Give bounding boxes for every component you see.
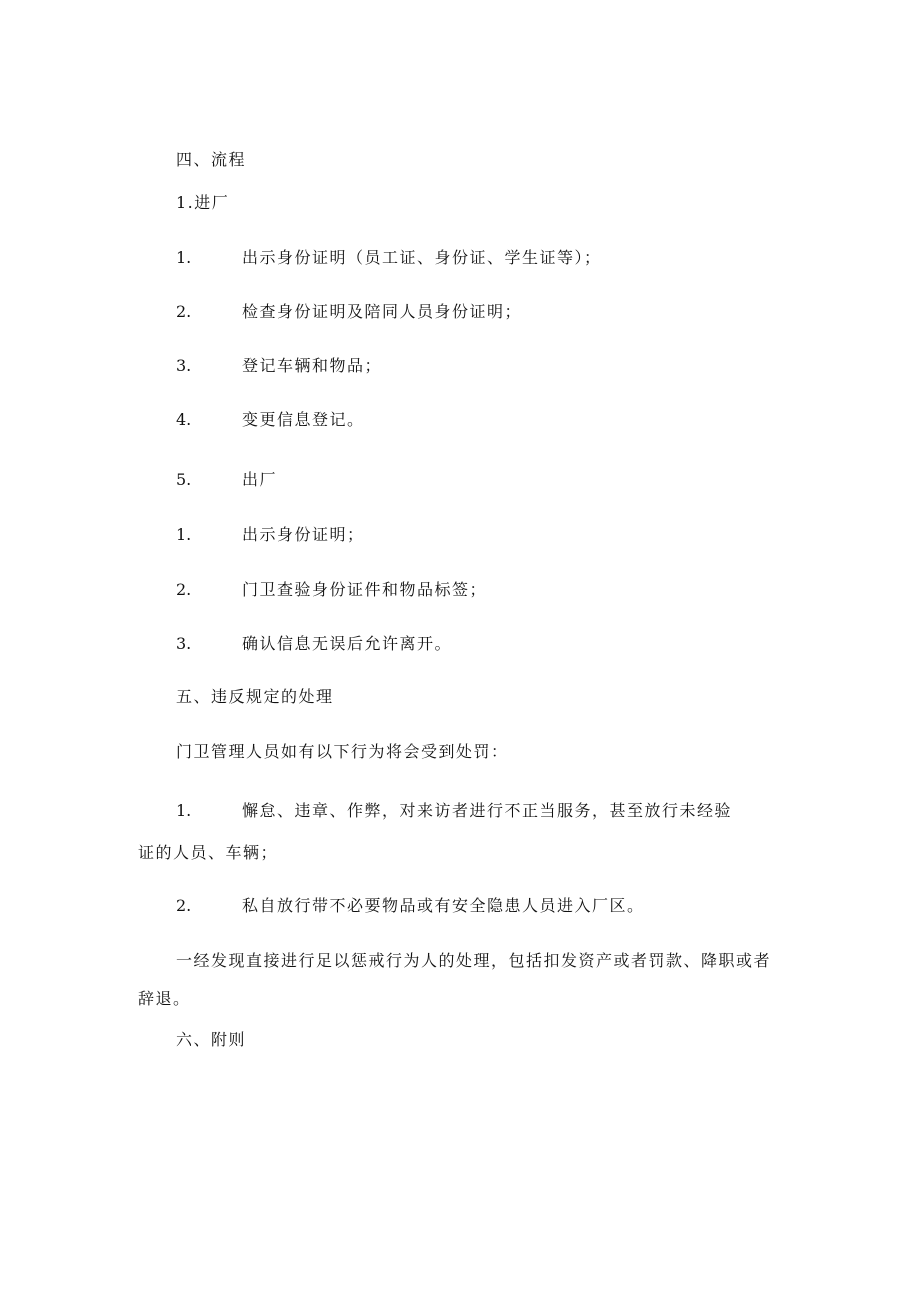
list-number: 2. (176, 302, 192, 321)
section-title-process: 四、流程 (176, 150, 247, 169)
list-number: 2. (176, 580, 192, 599)
paragraph-penalty: 一经发现直接进行足以惩戒行为人的处理，包括扣发资产或者罚款、降职或者辞退。 (138, 951, 772, 1008)
list-text-continuation: 证的人员、车辆； (138, 843, 279, 862)
list-number: 4. (176, 410, 192, 429)
subsection-title-entry: 1.进厂 (176, 193, 230, 212)
section-title-violations: 五、违反规定的处理 (176, 687, 334, 706)
list-text: 出示身份证明（员工证、身份证、学生证等）； (242, 248, 602, 267)
list-text: 变更信息登记。 (242, 410, 365, 429)
list-number: 2. (176, 896, 192, 915)
list-number: 3. (176, 634, 192, 653)
list-number: 1. (176, 801, 192, 820)
paragraph-intro: 门卫管理人员如有以下行为将会受到处罚： (176, 742, 509, 761)
list-number: 1. (176, 248, 192, 267)
list-text: 出厂 (242, 470, 278, 489)
list-text: 门卫查验身份证件和物品标签； (242, 580, 488, 599)
list-number: 3. (176, 356, 192, 375)
list-number: 1. (176, 525, 192, 544)
list-text: 确认信息无误后允许离开。 (242, 634, 453, 653)
list-text: 登记车辆和物品； (242, 356, 383, 375)
section-title-appendix: 六、附则 (176, 1030, 247, 1049)
list-text: 懈怠、违章、作弊，对来访者进行不正当服务，甚至放行未经验 (242, 801, 733, 820)
list-text: 私自放行带不必要物品或有安全隐患人员进入厂区。 (242, 896, 645, 915)
list-text: 检查身份证明及陪同人员身份证明； (242, 302, 523, 321)
list-text: 出示身份证明； (242, 525, 365, 544)
list-number: 5. (176, 470, 192, 489)
